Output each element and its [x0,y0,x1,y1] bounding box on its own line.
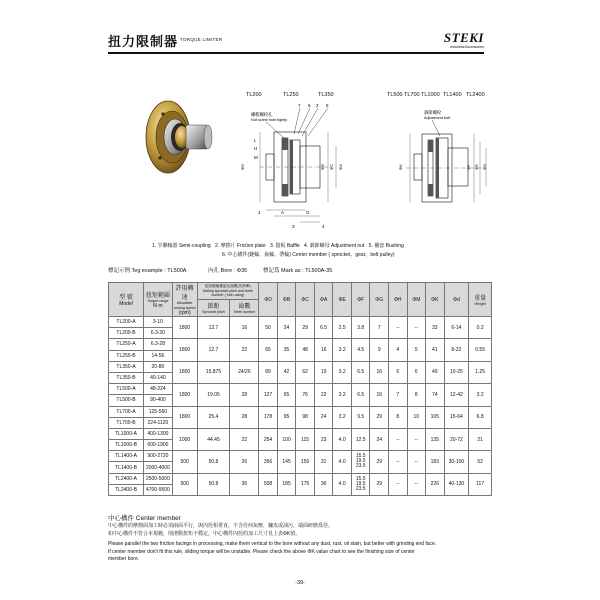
value-cell: -- [388,451,407,473]
value-cell: 4.5 [351,339,370,361]
brand-logo-subtitle: Industrial Accessories [450,45,484,49]
value-cell: 24/26 [230,361,259,383]
part-number-1: 1 [258,210,261,215]
value-cell: 8 [388,406,407,428]
torque-cell: 6.3-28 [144,339,173,350]
left-callout-cn: 螺帽螺栓孔 [251,113,273,118]
table-row [109,384,492,395]
left-callout-en: Nut screw hole tightly [251,118,288,122]
value-cell: 10 [407,406,426,428]
right-callout-cn: 調節螺栓 [424,111,442,116]
torque-cell: 3-10 [144,317,173,328]
header-torque: 扭矩範圍 Torque range N·m [144,283,173,317]
legend-item: 4. 調節螺母 Adjustment nut [304,243,365,249]
page-number: -39- [295,580,305,586]
value-cell: 16 [370,361,389,383]
value-cell: 6.8 [469,406,492,428]
value-cell: 15-64 [444,406,469,428]
table-row [109,428,492,439]
model-cell: TL1000-A [109,428,144,439]
header-dim-bore: Φd [444,283,469,317]
value-cell: 3.2 [333,339,352,361]
table-row [109,406,492,417]
torque-cell: 2000-4000 [144,462,173,473]
value-cell: 178 [259,406,278,428]
value-cell: 22 [230,428,259,450]
value-cell: 117 [469,473,492,495]
dim-c: ΦC [329,163,334,170]
value-cell: 105 [426,406,445,428]
spec-table [108,282,492,496]
value-cell: 150 [296,451,315,473]
value-cell: 25.4 [197,406,230,428]
value-cell: -- [407,451,426,473]
torque-cell: 125-560 [144,406,173,417]
value-cell: 0.55 [469,339,492,361]
value-cell: 500 [172,451,197,473]
value-cell: 19 [314,361,333,383]
value-cell: 12.7 [197,339,230,361]
table-row [109,451,492,462]
value-cell: 49 [426,361,445,383]
value-cell: 226 [426,473,445,495]
note-en-line: If center member don't fit this rule, sliding torque will be unstable. Please check the above ΦK value chart to see the finishing size of center [108,548,415,555]
value-cell: 6.5 [351,384,370,406]
value-cell: 0.2 [469,317,492,339]
value-cell: 183 [426,451,445,473]
part-number-3: 3 [292,224,295,229]
value-cell: 1800 [172,406,197,428]
legend-item: 1. 半聯軸器 Semi-coupling [152,243,211,249]
value-cell: 89 [259,361,278,383]
center-member-notes [108,523,492,564]
value-cell: 31 [314,451,333,473]
value-cell: 29 [370,451,389,473]
value-cell: 1800 [172,361,197,383]
value-cell: 16 [370,384,389,406]
value-cell: 3.2 [469,384,492,406]
right-callout-en: Adjustment bolt [424,116,451,120]
dim-e: ΦE [474,164,479,170]
value-cell: 16 [230,317,259,339]
value-cell: 19.05 [197,384,230,406]
value-cell: -- [407,317,426,339]
value-cell: 100 [277,428,296,450]
page-title: 扭力限制器 [108,35,179,50]
value-cell: -- [388,473,407,495]
value-cell: 6-14 [444,317,469,339]
value-cell: 16 [314,339,333,361]
header-dim-a: ΦA [314,283,333,317]
legend-item: 2. 摩擦片 Friction plate [215,243,266,249]
value-cell: 36 [314,473,333,495]
value-cell: 65 [277,384,296,406]
torque-cell: 90-400 [144,395,173,406]
torque-cell: 6.3-20 [144,328,173,339]
note-en-line: member bore. [108,556,140,562]
value-cell: 12-42 [444,384,469,406]
value-cell: 29 [370,473,389,495]
torque-cell: 40-140 [144,372,173,383]
value-cell: 1.25 [469,361,492,383]
value-cell: 48 [296,339,315,361]
value-cell: 5 [407,339,426,361]
model-cell: TL2400-A [109,473,144,484]
value-cell: 4.0 [333,451,352,473]
value-cell: 175 [296,473,315,495]
drawing-model-tl1400: TL1400 [443,92,462,98]
value-cell: -- [407,428,426,450]
dim-a-dia: ΦA [338,164,343,170]
value-cell: -- [407,473,426,495]
header-weight: 重量 Weight [469,283,492,317]
part-number-4: 4 [322,224,325,229]
value-cell: 508 [259,473,278,495]
value-cell: 3.2 [333,406,352,428]
dim-d: ΦD [240,163,245,170]
value-cell: 50.8 [197,451,230,473]
value-cell: 9 [370,339,389,361]
model-cell: TL2400-B [109,484,144,495]
page-subtitle: TORQUE LIMITER [180,37,223,42]
example-bore: 內孔 Bore : Φ35 [208,268,248,274]
model-cell: TL700-B [109,417,144,428]
value-cell: 254 [259,428,278,450]
note-cn-line: 如中心構件不符合本規範，則滑動扭矩不穩定，中心構件內徑的加工尺寸見上表ΦK值。 [108,530,301,537]
value-cell: 52 [469,451,492,473]
parts-legend [152,242,492,260]
dim-a: A [281,210,285,215]
torque-cell: 224-1120 [144,417,173,428]
torque-cell: 14-56 [144,350,173,361]
legend-item: 3. 擋板 Baffle [270,243,300,249]
drawing-model-tl1000: TL1000 [421,92,440,98]
value-cell: 62 [296,361,315,383]
value-cell: 29 [296,317,315,339]
header-divider [108,52,484,54]
value-cell: 7 [370,317,389,339]
value-cell: -- [388,317,407,339]
header-dim-d: ΦD [259,283,278,317]
dim-k: ΦK [398,164,403,170]
value-cell: 135 [426,428,445,450]
value-cell: 76 [296,384,315,406]
table-row [109,317,492,328]
model-cell: TL250-B [109,350,144,361]
value-cell: 28 [230,406,259,428]
model-cell: TL1000-B [109,440,144,451]
spec-table-body [109,317,492,496]
table-row [109,473,492,484]
value-cell: 33 [426,317,445,339]
value-cell: 3.8 [351,317,370,339]
value-cell: 145 [277,451,296,473]
dim-d-right: ΦD [482,163,487,170]
note-en-line: Please parallel the two friction facings in processing, make them vertical to the bore without any dust, rust, oil stain, but better with grinding end face. [108,541,437,547]
value-cell: 22 [314,384,333,406]
part-number-5: 5 [326,103,329,108]
dim-l: L [254,138,257,143]
brand-logo-text: STEKI [443,30,484,45]
table-row [109,361,492,372]
value-cell: -- [388,428,407,450]
header-dim-m: ΦM [407,283,426,317]
value-cell: 35 [277,339,296,361]
value-cell: 1800 [172,339,197,361]
value-cell: 15.5 19.5 23.5 [351,473,370,495]
page-header [108,30,484,56]
value-cell: 74 [426,384,445,406]
value-cell: 6.5 [351,361,370,383]
value-cell: 41 [426,339,445,361]
value-cell: 6.5 [314,317,333,339]
note-cn-line: 中心構件的摩擦面加工時必須兩面平行，與內徑相垂直，不含任何灰塵，鏽皮或油污，端面研磨爲佳。 [108,523,334,529]
drawing-model-tl500: TL500 [387,92,403,98]
header-pitch: 節距 Sprocket pitch [197,300,230,317]
value-cell: 1800 [172,317,197,339]
center-member-title: 中心構件 Center member [108,515,181,522]
part-number-6: 6 [308,103,311,108]
value-cell: 44.45 [197,428,230,450]
torque-cell: 2500-5000 [144,473,173,484]
value-cell: 95 [277,406,296,428]
part-number-7: 7 [298,103,301,108]
model-cell: TL700-A [109,406,144,417]
dim-g: G [306,210,310,215]
model-cell: TL200-B [109,328,144,339]
torque-cell: 20-80 [144,361,173,372]
value-cell: 65 [259,339,278,361]
value-cell: 15.875 [197,361,230,383]
model-cell: TL250-A [109,339,144,350]
model-cell: TL1400-A [109,451,144,462]
example-label: 標記示例 Teg example : TL500A [108,268,187,274]
value-cell: 23 [314,428,333,450]
header-dim-c: ΦC [296,283,315,317]
dim-b: ΦB [320,164,325,170]
value-cell: 3.2 [333,384,352,406]
value-cell: 50 [259,317,278,339]
value-cell: 50.8 [197,473,230,495]
header-dim-e: ΦE [333,283,352,317]
value-cell: 8-22 [444,339,469,361]
value-cell: 24 [314,406,333,428]
value-cell: 20-72 [444,428,469,450]
value-cell: 7 [388,384,407,406]
table-row [109,339,492,350]
header-speed: 許用轉速 Allowable turning speed (rpm) [172,283,197,317]
value-cell: 40-130 [444,473,469,495]
model-cell: TL500-A [109,384,144,395]
product-photo [138,92,224,182]
value-cell: 1000 [172,428,197,450]
value-cell: 15.5 19.5 23.5 [351,451,370,473]
header-teeth: 齒數 Teeth number [230,300,259,317]
value-cell: 10-25 [444,361,469,383]
header-model: 型 號 Model [109,283,144,317]
dim-h: H [254,146,258,151]
drawing-model-tl250: TL250 [283,92,299,98]
value-cell: 356 [259,451,278,473]
model-cell: TL200-A [109,317,144,328]
value-cell: 98 [296,406,315,428]
value-cell: 29 [370,406,389,428]
value-cell: 127 [259,384,278,406]
model-cell: TL350-B [109,372,144,383]
value-cell: 12.5 [351,428,370,450]
value-cell: 42 [277,361,296,383]
example-mark: 標記爲 Mark as : TL500A-35 [263,268,333,274]
value-cell: 24 [277,317,296,339]
torque-cell: 600-1900 [144,440,173,451]
value-cell: 9.5 [351,406,370,428]
value-cell: 26 [230,451,259,473]
value-cell: 12.7 [197,317,230,339]
model-cell: TL1400-B [109,462,144,473]
drawing-model-tl350: TL350 [318,92,334,98]
torque-cell: 400-1300 [144,428,173,439]
header-sprocket: 配套鏈輪節距及齒數(英制參) Mating sprocket pitch and teeth number ( inch-using) [197,283,259,300]
value-cell: 28 [230,384,259,406]
header-dim-f: ΦF [351,283,370,317]
part-number-2: 2 [316,103,319,108]
value-cell: 1800 [172,384,197,406]
value-cell: 185 [277,473,296,495]
header-dim-k: ΦK [426,283,445,317]
left-cross-section-drawing [236,102,356,230]
value-cell: 21 [469,428,492,450]
model-cell: TL350-A [109,361,144,372]
header-dim-h: ΦH [388,283,407,317]
value-cell: 6 [407,361,426,383]
torque-cell: 900-2720 [144,451,173,462]
right-cross-section-drawing [396,102,496,230]
dim-m: M [254,155,258,160]
value-cell: 22 [230,339,259,361]
value-cell: 6 [388,361,407,383]
value-cell: 36 [230,473,259,495]
header-dim-g: ΦG [370,283,389,317]
value-cell: 4.0 [333,473,352,495]
brand-logo [444,30,484,49]
value-cell: 4.0 [333,428,352,450]
dim-f: ΦF [466,164,471,170]
drawing-model-tl700: TL700 [404,92,420,98]
value-cell: 500 [172,473,197,495]
legend-item: 5. 襯套 Bushing [368,243,404,249]
model-cell: TL500-B [109,395,144,406]
torque-cell: 4700-9500 [144,484,173,495]
value-cell: 24 [370,428,389,450]
legend-item: 6. 中心構件(鏈輪、齒輪、帶輪) Center member ( sprocket、gear、belt pulley) [222,252,395,258]
value-cell: 3.2 [333,361,352,383]
header-dim-b: ΦB [277,283,296,317]
value-cell: 2.5 [333,317,352,339]
value-cell: 8 [407,384,426,406]
value-cell: 4 [388,339,407,361]
torque-cell: 48-224 [144,384,173,395]
value-cell: 30-100 [444,451,469,473]
drawing-model-tl2400: TL2400 [466,92,485,98]
drawing-model-tl200: TL200 [246,92,262,98]
value-cell: 115 [296,428,315,450]
